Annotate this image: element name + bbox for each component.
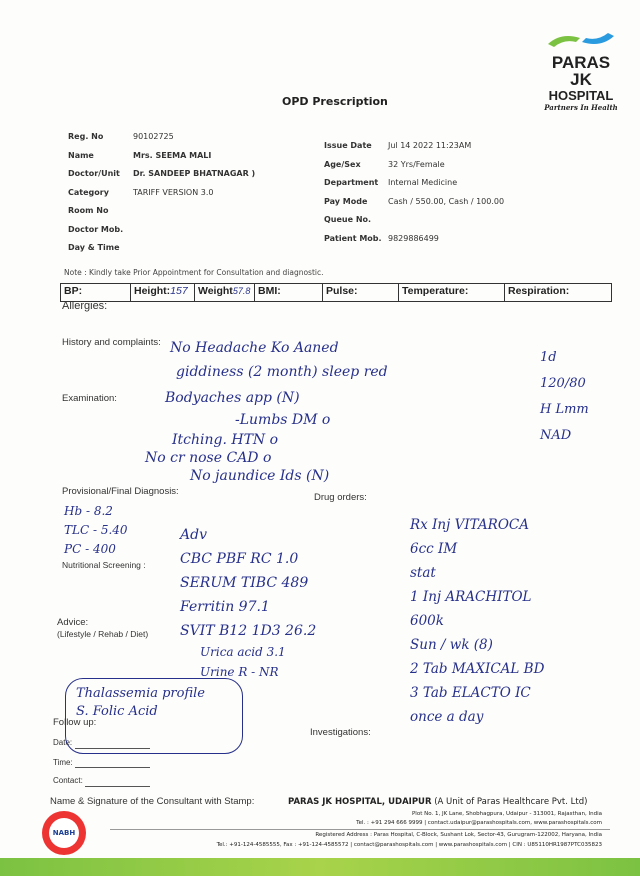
field-label: Name — [68, 150, 94, 160]
contact-label: Contact: — [53, 776, 83, 785]
field-label: Day & Time — [68, 243, 120, 252]
hw-drug-orders: Rx Inj VITAROCA 6cc IM stat 1 Inj ARACHITOL 600k Sun / wk (8) 2 Tab MAXICAL BD 3 Tab ELACTO IC once a day — [410, 517, 545, 725]
field-value: 9829886499 — [388, 233, 439, 243]
pulse-label: Pulse: — [326, 285, 358, 297]
footer-hospital — [288, 797, 587, 807]
appointment-note: Note : Kindly take Prior Appointment for Consultation and diagnostic. — [64, 268, 324, 277]
advice-sub-label: (Lifestyle / Rehab / Diet) — [57, 629, 149, 639]
footer-green-bar — [0, 858, 640, 876]
hw-vitals-side: 1d 120/80 H Lmm NAD — [540, 350, 589, 443]
nabh-badge — [42, 811, 86, 855]
field-label: Queue No. — [324, 215, 372, 224]
field-value: Internal Medicine — [388, 178, 458, 187]
field-label: Pay Mode — [324, 196, 368, 206]
temperature-label: Temperature: — [402, 285, 469, 297]
field-label: Doctor Mob. — [68, 224, 124, 234]
field-label: Room No — [68, 206, 109, 215]
height-cell — [131, 284, 195, 301]
history-label: History and complaints: — [62, 337, 161, 348]
logo-paras: PARAS — [551, 53, 611, 72]
bp-label: BP: — [64, 285, 83, 297]
hw-investigations: Adv CBC PBF RC 1.0 SERUM TIBC 489 Ferritin 97.1 SVIT B12 1D3 26.2 — [180, 527, 317, 639]
height-label: Height: — [134, 285, 171, 297]
nutritional-label: Nutritional Screening : — [62, 560, 146, 570]
bp-cell — [61, 284, 131, 301]
examination-label: Examination: — [62, 393, 117, 404]
respiration-label: Respiration: — [508, 285, 570, 297]
temperature-cell — [399, 284, 505, 301]
weight-value: 57.8 — [232, 286, 251, 296]
footer-hospital-name: PARAS JK HOSPITAL, UDAIPUR — [288, 797, 432, 807]
nabh-text: NABH — [49, 818, 79, 848]
hw-investigations-2: Urica acid 3.1 Urine R - NR — [200, 645, 286, 679]
field-label: Age/Sex — [324, 159, 361, 169]
pulse-cell — [323, 284, 399, 301]
footer-address: Plot No. 1, JK Lane, Shobhagpura, Udaipur - 313001, Rajasthan, India — [411, 811, 602, 817]
field-value: 90102725 — [133, 132, 174, 141]
field-label: Issue Date — [324, 141, 372, 150]
hw-history-1: No Headache Ko Aaned — [170, 340, 339, 356]
date-label: Date: — [53, 738, 73, 747]
field-value: Dr. SANDEEP BHATNAGAR ) — [133, 169, 256, 178]
hospital-logo — [536, 30, 626, 112]
drug-orders-label: Drug orders: — [314, 492, 367, 503]
weight-cell — [195, 284, 255, 301]
advice-label: Advice: — [57, 617, 89, 628]
investigations-label: Investigations: — [310, 727, 371, 738]
diagnosis-label: Provisional/Final Diagnosis: — [62, 486, 179, 497]
bmi-label: BMI: — [258, 285, 281, 297]
field-label: Category — [68, 187, 109, 197]
vitals-table — [60, 283, 612, 302]
hands-logo-icon — [546, 30, 616, 50]
logo-hospital: HOSPITAL — [548, 88, 614, 103]
field-value: 32 Yrs/Female — [388, 159, 445, 169]
contact-line — [85, 786, 150, 787]
field-label: Doctor/Unit — [68, 169, 120, 178]
field-value: Mrs. SEEMA MALI — [133, 150, 212, 160]
hw-history-2: giddiness (2 month) sleep red — [176, 364, 388, 380]
hw-exam-5: No jaundice Ids (N) — [190, 468, 330, 484]
time-label: Time: — [53, 758, 73, 767]
bmi-cell — [255, 284, 323, 301]
footer-registered: Registered Address : Paras Hospital, C-Block, Sushant Lok, Sector-43, Gurugram-122002, Haryana, India — [315, 832, 602, 838]
field-value: Cash / 550.00, Cash / 100.00 — [388, 196, 505, 206]
hw-boxed-advice: Thalassemia profile S. Folic Acid — [65, 678, 243, 754]
hw-exam-2: -Lumbs DM o — [235, 412, 331, 428]
hw-exam-3: Itching. HTN o — [172, 432, 279, 448]
height-value: 157 — [170, 285, 188, 297]
footer-reg-contact: Tel.: +91-124-4585555, Fax : +91-124-4585572 | contact@parashospitals.com | www.parashospitals.com | CIN : U85110HR1987PTC035823 — [216, 842, 602, 848]
field-label: Department — [324, 178, 379, 187]
page-title: OPD Prescription — [282, 95, 388, 108]
footer-unit: (A Unit of Paras Healthcare Pvt. Ltd) — [434, 797, 588, 807]
time-line — [75, 767, 150, 768]
respiration-cell — [505, 284, 611, 301]
weight-label: Weight — [198, 285, 233, 297]
hw-exam-1: Bodyaches app (N) — [165, 390, 300, 406]
signature-label: Name & Signature of the Consultant with Stamp: — [50, 796, 255, 807]
logo-tagline: Partners In Health — [544, 103, 618, 112]
footer-contact: Tel. : +91 294 666 9999 | contact.udaipur@parashospitals.com, www.parashospitals.com — [356, 820, 602, 826]
allergies-label: Allergies: — [62, 300, 108, 312]
footer-divider — [110, 829, 610, 830]
field-value: Jul 14 2022 11:23AM — [388, 141, 472, 150]
logo-jk: JK — [570, 70, 592, 89]
hw-exam-4: No cr nose CAD o — [145, 450, 272, 466]
hw-diagnosis: Hb - 8.2 TLC - 5.40 PC - 400 — [64, 504, 128, 556]
followup-label: Follow up: — [53, 717, 97, 728]
field-value: TARIFF VERSION 3.0 — [133, 187, 214, 197]
field-label: Reg. No — [68, 132, 104, 141]
field-label: Patient Mob. — [324, 233, 382, 243]
